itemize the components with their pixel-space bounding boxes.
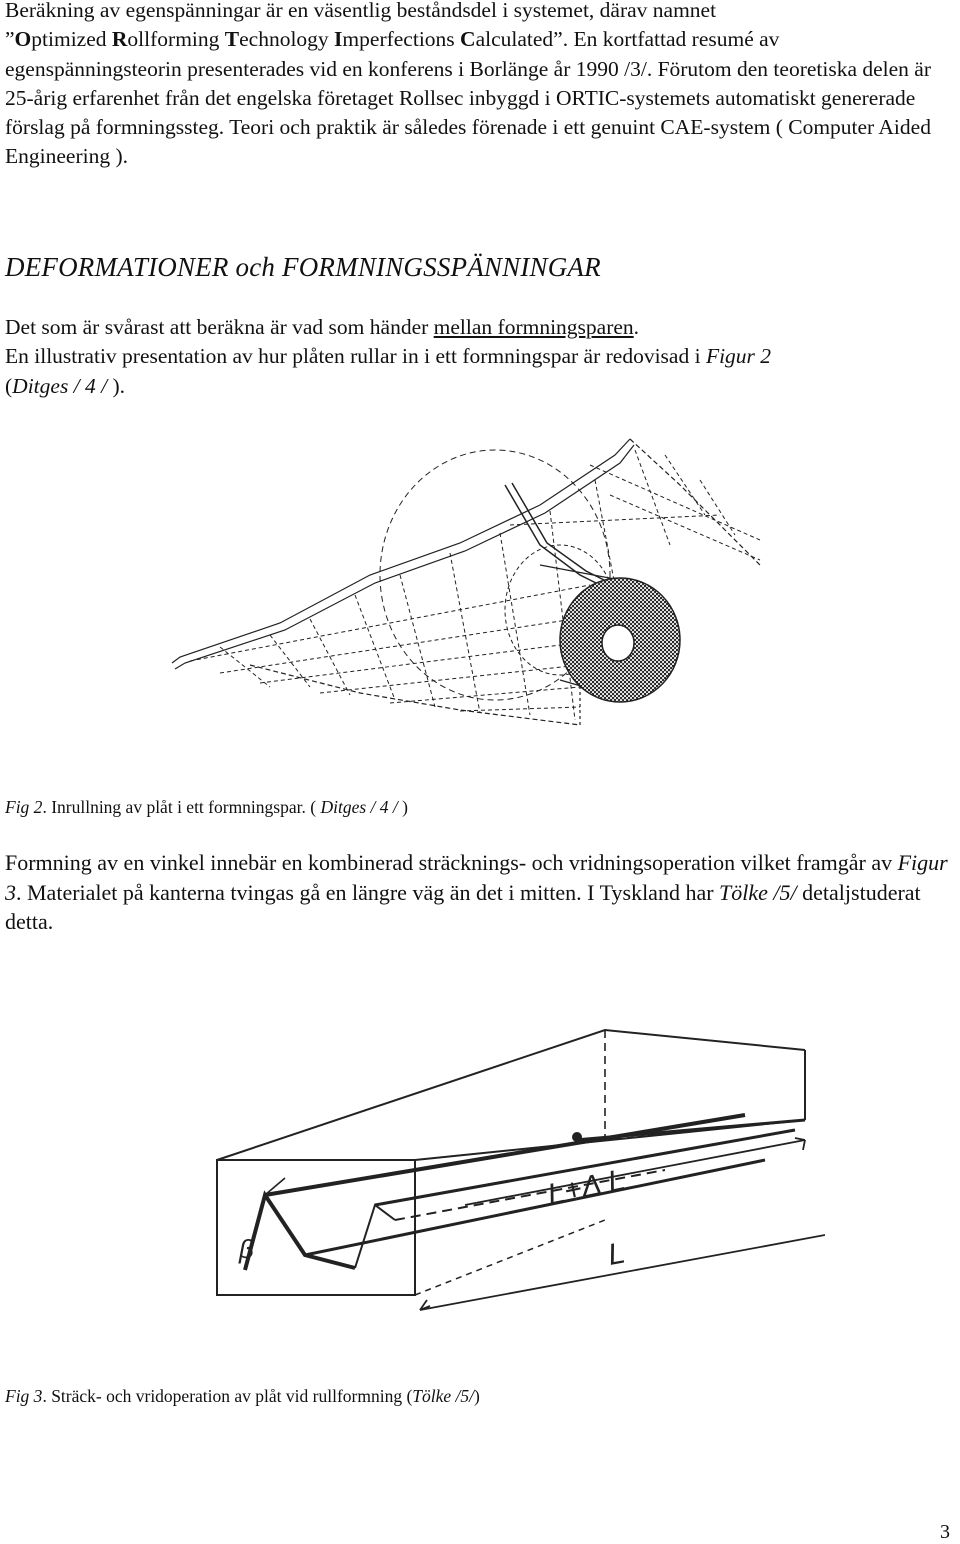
forming-paragraph xyxy=(5,848,950,937)
underlined-phrase: mellan formningsparen xyxy=(433,315,634,339)
text-run: Det som är svårast att beräkna är vad som händer xyxy=(5,315,434,339)
intro-paragraph xyxy=(5,0,950,172)
caption-text: ) xyxy=(474,1386,480,1406)
intro-line-1: Beräkning av egenspänningar är en väsentlig beståndsdel i systemet, därav namnet xyxy=(5,0,717,22)
text-run: En illustrativ presentation av hur plåten rullar in i ett formningspar är redovisad i xyxy=(5,344,706,369)
acronym-letter: T xyxy=(224,27,240,52)
text-run: detaljstuderat detta. xyxy=(5,879,921,934)
figure-3-stretch-diagram xyxy=(205,1020,825,1340)
acronym-letter: R xyxy=(111,27,128,52)
open-quote: ” xyxy=(5,27,15,52)
acronym-word: ollforming xyxy=(127,27,225,52)
citation: Tölke /5/ xyxy=(412,1386,475,1406)
caption-text: . Inrullning av plåt i ett formningspar. ( xyxy=(42,797,321,817)
caption-text: ) xyxy=(397,797,408,817)
acronym-letter: O xyxy=(14,27,32,52)
figure-label: Fig 2 xyxy=(5,797,43,817)
section-heading: DEFORMATIONER och FORMNINGSSPÄNNINGAR xyxy=(5,252,601,282)
acronym-word: echnology xyxy=(239,27,335,52)
acronym-word: mperfections xyxy=(342,27,461,52)
acronym-letter: I xyxy=(334,27,343,52)
figure-3-caption xyxy=(5,1386,480,1407)
citation: Tölke /5/ xyxy=(719,879,797,905)
text-run: ( xyxy=(5,373,13,398)
intro-body: egenspänningsteorin presenterades vid en konferens i Borlänge år 1990 /3/. Förutom den teoretiska delen är 25-årig erfarenhet från det engelska företaget Rollsec inbyggd i ORTIC-systemets automatiskt genererade förslag på formningssteg. Teori och praktik är således förenade i ett genuint CAE-system ( Computer Aided Engineering ). xyxy=(5,56,932,169)
text-run: . Materialet på kanterna tvingas gå en längre väg än det i mitten. I Tyskland har xyxy=(16,879,720,905)
acronym-word: ptimized xyxy=(31,27,112,52)
figure-reference: Figur 2 xyxy=(705,344,772,369)
acronym-word: alculated”. En kortfattad resumé av xyxy=(475,27,780,52)
deformation-paragraph xyxy=(5,313,950,401)
citation: Ditges / 4 / xyxy=(320,797,398,817)
citation: Ditges / 4 / xyxy=(12,373,108,398)
figure-reference: Figur 3 xyxy=(5,850,948,905)
figure-2-roll-illustration xyxy=(160,425,780,740)
caption-text: . Sträck- och vridoperation av plåt vid rullformning ( xyxy=(42,1386,413,1406)
l-plus-delta-label: L+Δ L xyxy=(544,1163,628,1212)
l-label: L xyxy=(605,1236,628,1272)
acronym-letter: C xyxy=(460,27,476,52)
page-number: 3 xyxy=(940,1521,950,1543)
text-run: Formning av en vinkel innebär en kombinerad sträcknings- och vridningsoperation vilket framgår av xyxy=(5,850,898,875)
figure-2-caption xyxy=(5,797,408,818)
beta-label: β xyxy=(239,1234,254,1264)
figure-label: Fig 3 xyxy=(5,1386,43,1406)
text-run: . xyxy=(633,315,640,339)
text-run: ). xyxy=(107,373,126,398)
